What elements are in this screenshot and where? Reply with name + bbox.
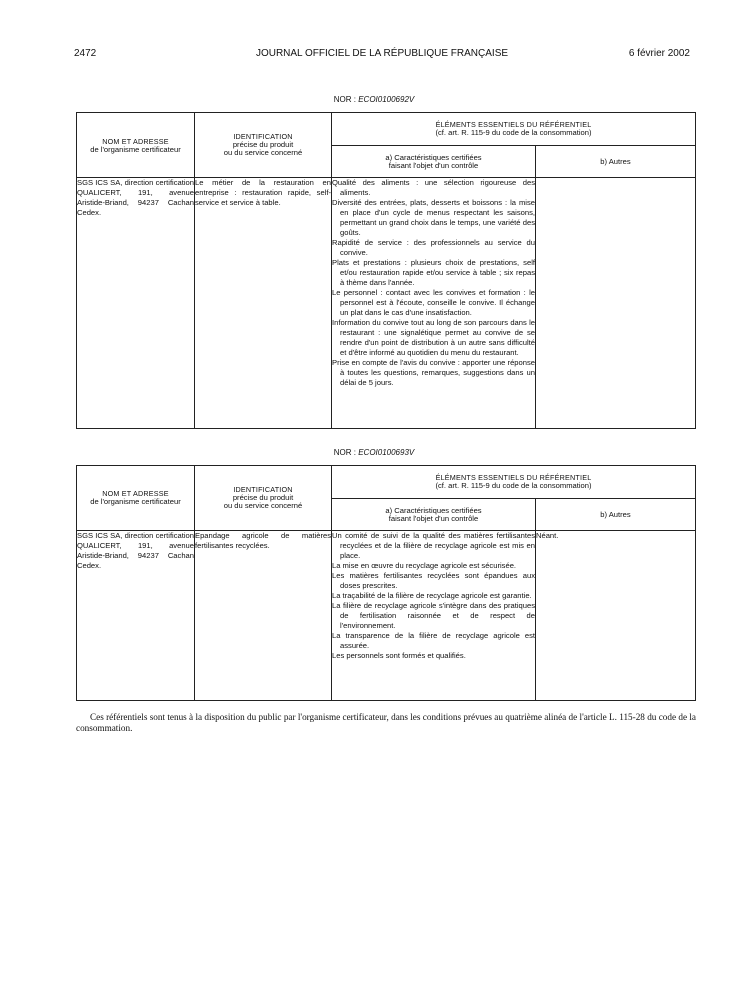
publication-date: 6 février 2002 — [628, 48, 690, 59]
characteristics-cell — [332, 531, 536, 701]
column-header-organism: NOM ET ADRESSE de l'organisme certificateur — [77, 113, 195, 178]
characteristic-item: Les matières fertilisantes recyclées sont épandues aux doses prescrites. — [332, 571, 535, 590]
column-header-referential: ÉLÉMENTS ESSENTIELS DU RÉFÉRENTIEL (cf. art. R. 115-9 du code de la consommation) — [332, 466, 696, 499]
characteristic-item: Rapidité de service : des professionnels au service du convive. — [332, 238, 535, 257]
column-header-other: b) Autres — [536, 499, 696, 531]
other-cell — [536, 178, 696, 429]
characteristic-item: Le personnel : contact avec les convives et formation : le personnel est à l'écoute, conseille le convive. Il échange un plat dans le cas d'une insatisfaction. — [332, 288, 535, 317]
column-header-other: b) Autres — [536, 146, 696, 178]
certification-table — [76, 112, 696, 429]
characteristic-item: Plats et prestations : plusieurs choix de prestations, self et/ou restauration rapide et/ou service à table ; six repas à thème dans l'année. — [332, 258, 535, 287]
page-number: 2472 — [74, 48, 97, 59]
organism-cell: SGS ICS SA, direction certification QUALICERT, 191, avenue Aristide-Briand, 94237 Cachan Cedex. — [77, 531, 195, 701]
column-header-identification: IDENTIFICATION précise du produit ou du service concerné — [195, 113, 332, 178]
column-header-characteristics: a) Caractéristiques certifiées faisant l'objet d'un contrôle — [332, 499, 536, 531]
characteristic-item: Information du convive tout au long de son parcours dans le restaurant : une signalétique permet au convive de se rendre d'un point de distribution à un autre sans difficulté et d'être informé au quotidien du menu du restaurant. — [332, 318, 535, 357]
identification-cell: Le métier de la restauration en entreprise : restauration rapide, self-service et service à table. — [195, 178, 332, 429]
nor-reference: NOR : ECOI0100692V — [333, 95, 415, 104]
nor-reference: NOR : ECOI0100693V — [333, 448, 415, 457]
characteristic-item: La traçabilité de la filière de recyclage agricole est garantie. — [332, 591, 532, 600]
footer-note: Ces référentiels sont tenus à la disposition du public par l'organisme certificateur, dans les conditions prévues au quatrième alinéa de l'article L. 115-28 du code de la consommation. — [76, 712, 696, 733]
characteristic-item: La filière de recyclage agricole s'intègre dans des pratiques de fertilisation raisonnée et de respect de l'environnement. — [332, 601, 535, 630]
organism-cell: SGS ICS SA, direction certification QUALICERT, 191, avenue Aristide-Briand, 94237 Cachan Cedex. — [77, 178, 195, 429]
characteristic-item: La mise en œuvre du recyclage agricole est sécurisée. — [332, 561, 517, 570]
characteristic-item: Prise en compte de l'avis du convive : apporter une réponse à toutes les questions, remarques, suggestions dans un délai de 5 jours. — [332, 358, 535, 387]
nor-code: ECOI0100692V — [358, 95, 415, 104]
characteristics-cell — [332, 178, 536, 429]
certification-table — [76, 465, 696, 701]
characteristic-item: La transparence de la filière de recyclage agricole est assurée. — [332, 631, 535, 650]
column-header-characteristics: a) Caractéristiques certifiées faisant l'objet d'un contrôle — [332, 146, 536, 178]
other-cell: Néant. — [536, 531, 696, 701]
column-header-identification: IDENTIFICATION précise du produit ou du service concerné — [195, 466, 332, 531]
identification-cell: Epandage agricole de matières fertilisantes recyclées. — [195, 531, 332, 701]
characteristic-item: Qualité des aliments : une sélection rigoureuse des aliments. — [332, 178, 535, 197]
characteristic-item: Un comité de suivi de la qualité des matières fertilisantes recyclées et de la filière de recyclage agricole est mis en place. — [332, 531, 535, 560]
characteristic-item: Diversité des entrées, plats, desserts et boissons : la mise en place d'un cycle de menus respectant les saisons, permettant un grand choix dans le temps, une variété des goûts. — [332, 198, 535, 237]
column-header-organism: NOM ET ADRESSE de l'organisme certificateur — [77, 466, 195, 531]
column-header-referential: ÉLÉMENTS ESSENTIELS DU RÉFÉRENTIEL (cf. art. R. 115-9 du code de la consommation) — [332, 113, 696, 146]
journal-title: JOURNAL OFFICIEL DE LA RÉPUBLIQUE FRANÇAISE — [255, 48, 509, 59]
characteristic-item: Les personnels sont formés et qualifiés. — [332, 651, 466, 660]
nor-code: ECOI0100693V — [358, 448, 415, 457]
